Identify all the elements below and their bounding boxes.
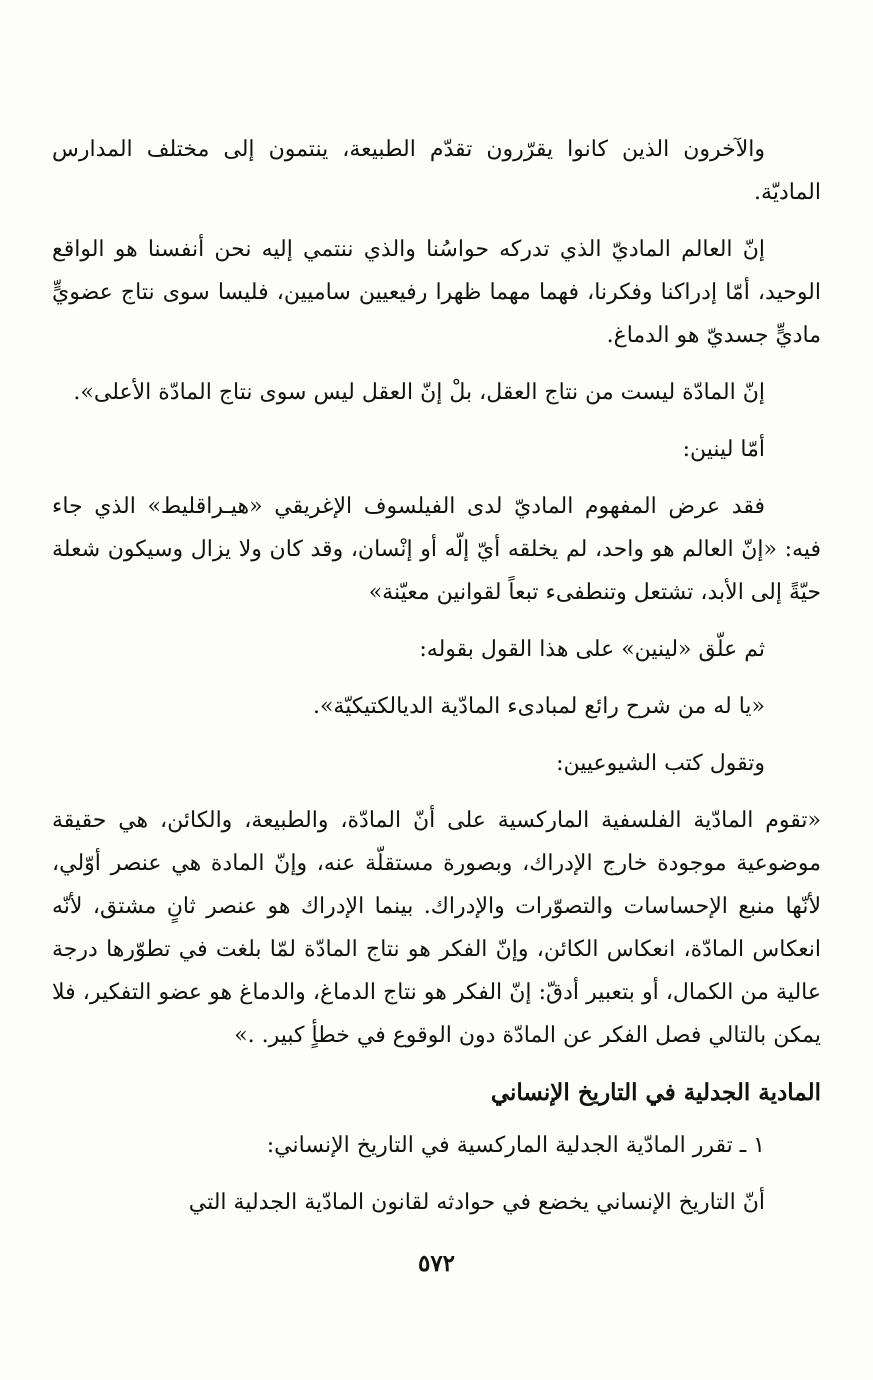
paragraph: أنّ التاريخ الإنساني يخضع في حوادثه لقانون المادّية الجدلية التي	[188, 1190, 765, 1215]
paragraph: والآخرون الذين كانوا يقرّرون تقدّم الطبيعة، ينتمون إلى مختلف المدارس الماديّة.	[52, 137, 821, 205]
paragraph: ثم علّق «لينين» على هذا القول بقوله:	[419, 637, 765, 662]
section-heading: المادية الجدلية في التاريخ الإنساني	[490, 1079, 821, 1106]
page-number: ٥٧٢	[417, 1250, 456, 1277]
paragraph: أمّا لينين:	[682, 437, 765, 462]
quote-paragraph: «تقوم المادّية الفلسفية الماركسية على أنّ المادّة، والطبيعة، والكائن، هي حقيقة موضوعية موجودة خارج الإدراك، وبصورة مستقلّة عنه، وإنّ المادة هي عنصر أوّلي، لأنّها منبع الإحساسات والتصوّرات والإدراك. بينما الإدراك هو عنصر ثانٍ مشتق، لأنّه انعكاس المادّة، انعكاس الكائن، وإنّ الفكر هو نتاج المادّة لمّا بلغت في تطوّرها درجة عالية من الكمال، أو بتعبير أدقّ: إنّ الفكر هو نتاج الدماغ، والدماغ هو عضو التفكير، فلا يمكن بالتالي فصل الفكر عن المادّة دون الوقوع في خطأٍ كبير. .»	[52, 808, 821, 1048]
quote-paragraph: «يا له من شرح رائع لمبادىء المادّية الديالكتيكيّة».	[312, 694, 765, 719]
paragraph: وتقول كتب الشيوعيين:	[556, 751, 765, 776]
paragraph: إنّ المادّة ليست من نتاج العقل، بلْ إنّ العقل ليس سوى نتاج المادّة الأعلى».	[73, 380, 765, 405]
numbered-item: ١ ـ تقرر المادّية الجدلية الماركسية في التاريخ الإنساني:	[266, 1133, 765, 1158]
paragraph: فقد عرض المفهوم الماديّ لدى الفيلسوف الإغريقي «هيـراقليط» الذي جاء فيه: «إنّ العالم هو واحد، لم يخلقه أيّ إلّه أو إنْسان، وقد كان ولا يزال وسيكون شعلة حيّةً إلى الأبد، تشتعل وتنطفىء تبعاً لقوانين معيّنة»	[52, 494, 821, 605]
paragraph: إنّ العالم الماديّ الذي تدركه حواسُنا والذي ننتمي إليه نحن أنفسنا هو الواقع الوحيد، أمّا إدراكنا وفكرنا، فهما مهما ظهرا رفيعيين ساميين، فليسا سوى نتاج عضويٍّ ماديٍّ جسديّ هو الدماغ.	[52, 237, 821, 348]
